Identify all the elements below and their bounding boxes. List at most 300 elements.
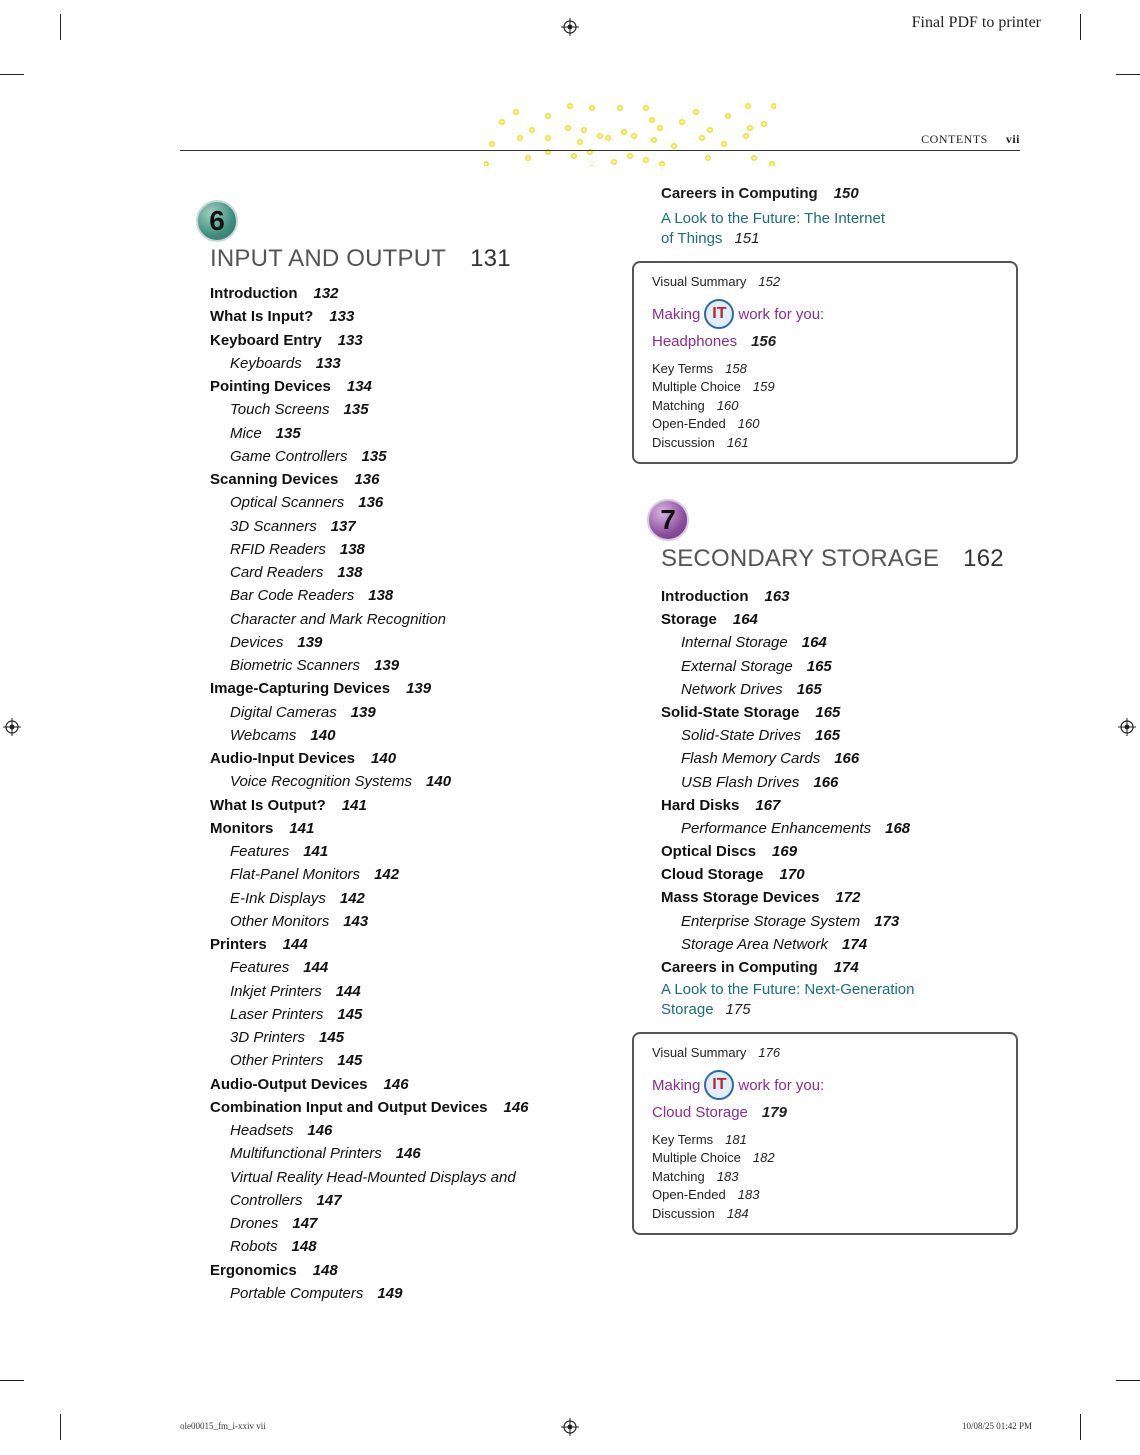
- decorative-dot: [500, 120, 505, 125]
- chapter-6-badge: [196, 200, 238, 242]
- end-entry-page: 182: [752, 1150, 775, 1166]
- toc-entry-page: 144: [282, 936, 308, 953]
- footer-slug: ole00015_fm_i-xxiv vii: [180, 1421, 266, 1431]
- toc-entry-text: Features: [230, 959, 290, 977]
- toc-entry-text: Internal Storage: [681, 634, 788, 652]
- decorative-dots: [484, 102, 776, 166]
- end-of-chapter-entry[interactable]: [652, 434, 775, 452]
- making-it-work-topic[interactable]: [652, 1104, 787, 1121]
- toc-entry-page: 166: [834, 750, 860, 768]
- careers-text: Careers in Computing: [661, 185, 818, 202]
- toc-section-entry[interactable]: [210, 305, 529, 328]
- toc-entry-text: Character and Mark Recognition: [230, 610, 446, 628]
- decorative-dot: [706, 156, 711, 161]
- crop-mark: [60, 1414, 61, 1440]
- toc-subsection-entry[interactable]: [210, 654, 529, 677]
- toc-subsection-entry[interactable]: [210, 724, 529, 747]
- crop-mark: [1116, 74, 1140, 75]
- toc-subsection-entry[interactable]: [210, 1212, 529, 1235]
- end-entry-text: Discussion: [652, 1205, 715, 1221]
- toc-entry-text: Introduction: [661, 588, 749, 605]
- end-of-chapter-entry[interactable]: [652, 1205, 775, 1223]
- toc-entry-page: 148: [312, 1261, 338, 1279]
- chapter-7-toc: [661, 585, 910, 979]
- chapter-page: 162: [963, 545, 1004, 572]
- toc-entry-text: Mass Storage Devices: [661, 889, 820, 907]
- toc-subsection-entry[interactable]: [661, 771, 910, 794]
- decorative-dot: [680, 120, 685, 125]
- end-of-chapter-entry[interactable]: [652, 397, 775, 415]
- toc-subsection-entry[interactable]: [210, 422, 529, 445]
- decorative-dot: [568, 104, 573, 109]
- toc-entry-page: 145: [319, 1029, 345, 1046]
- toc-section-entry[interactable]: [210, 1073, 529, 1096]
- topic-text: Cloud Storage: [652, 1104, 748, 1121]
- decorative-dot: [672, 144, 677, 149]
- toc-entry-page: 173: [874, 912, 900, 930]
- toc-subsection-entry[interactable]: [210, 1282, 529, 1305]
- decorative-dot: [514, 110, 519, 115]
- decorative-dot: [546, 136, 551, 141]
- toc-entry-text: 3D Printers: [230, 1029, 306, 1046]
- toc-entry-page: 139: [406, 680, 432, 698]
- end-entry-text: Open-Ended: [652, 1187, 726, 1203]
- toc-entry-page: 164: [801, 634, 827, 652]
- visual-summary-entry[interactable]: [652, 1045, 780, 1060]
- chapter-number: 6: [209, 205, 225, 236]
- decorative-dot: [484, 162, 488, 166]
- end-of-chapter-list: [652, 360, 775, 452]
- crop-mark: [0, 1380, 24, 1381]
- crop-mark: [1080, 14, 1081, 40]
- end-of-chapter-entry[interactable]: [652, 1131, 775, 1149]
- toc-entry-page: 132: [313, 285, 339, 302]
- toc-section-entry[interactable]: [661, 863, 910, 886]
- toc-entry-text: Devices: [230, 633, 284, 651]
- decorative-dot: [644, 106, 649, 111]
- toc-entry-page: 165: [796, 680, 822, 698]
- end-of-chapter-entry[interactable]: [652, 415, 775, 433]
- toc-subsection-entry[interactable]: [210, 770, 529, 793]
- it-logo-icon: IT: [704, 299, 734, 329]
- toc-subsection-entry[interactable]: [210, 887, 529, 910]
- toc-entry-text: Hard Disks: [661, 796, 740, 814]
- toc-section-entry[interactable]: [210, 677, 529, 700]
- toc-section-entry[interactable]: [210, 375, 529, 398]
- toc-entry-text: Card Readers: [230, 564, 324, 581]
- toc-entry-page: 148: [291, 1238, 317, 1256]
- future-line-2: Storage: [661, 1001, 714, 1018]
- end-entry-page: 161: [726, 434, 749, 450]
- end-entry-page: 159: [752, 379, 775, 395]
- end-entry-text: Key Terms: [652, 361, 714, 376]
- future-entry[interactable]: [661, 209, 885, 249]
- making-text: Making: [652, 1076, 701, 1094]
- toc-entry-page: 167: [755, 796, 781, 814]
- toc-entry-text: Biometric Scanners: [230, 657, 361, 674]
- toc-subsection-entry[interactable]: [210, 1189, 529, 1212]
- toc-entry-text: RFID Readers: [230, 540, 326, 558]
- chapter-6-summary-box: [632, 261, 1018, 464]
- toc-entry-text: Printers: [210, 936, 267, 953]
- toc-subsection-entry[interactable]: [661, 655, 910, 678]
- toc-entry-page: 136: [358, 494, 384, 512]
- toc-entry-page: 135: [361, 447, 387, 465]
- toc-entry-text: Audio-Input Devices: [210, 750, 356, 767]
- toc-entry-page: 174: [833, 959, 859, 976]
- end-entry-text: Matching: [652, 1168, 705, 1184]
- end-of-chapter-entry[interactable]: [652, 1186, 775, 1204]
- toc-subsection-entry[interactable]: [210, 956, 529, 979]
- chapter-7-summary-box: [632, 1032, 1018, 1235]
- toc-entry-page: 168: [885, 819, 911, 837]
- chapter-title-text: SECONDARY STORAGE: [661, 545, 940, 572]
- toc-entry-page: 174: [842, 935, 868, 953]
- toc-entry-text: Bar Code Readers: [230, 587, 355, 605]
- toc-entry-page: 165: [815, 703, 841, 721]
- decorative-dot: [726, 114, 731, 119]
- toc-entry-page: 142: [339, 889, 365, 907]
- it-logo-icon: IT: [704, 1070, 734, 1100]
- registration-mark-icon: [3, 718, 21, 736]
- registration-mark-icon: [1118, 718, 1136, 736]
- decorative-dot: [572, 154, 577, 159]
- toc-subsection-entry[interactable]: [210, 491, 529, 514]
- toc-entry-page: 170: [779, 866, 805, 884]
- toc-subsection-entry[interactable]: [210, 352, 529, 375]
- toc-entry-text: Virtual Reality Head-Mounted Displays and: [230, 1168, 516, 1186]
- toc-entry-text: Flash Memory Cards: [681, 750, 821, 768]
- toc-subsection-entry[interactable]: [210, 1003, 529, 1026]
- toc-subsection-entry[interactable]: [210, 1049, 529, 1072]
- decorative-dot: [518, 136, 523, 141]
- toc-subsection-entry[interactable]: [210, 910, 529, 933]
- end-entry-text: Multiple Choice: [652, 379, 741, 395]
- toc-entry-text: Enterprise Storage System: [681, 912, 861, 930]
- toc-entry-text: Solid-State Storage: [661, 703, 800, 721]
- toc-entry-text: Game Controllers: [230, 447, 348, 465]
- end-entry-page: 160: [716, 397, 739, 413]
- decorative-dot: [772, 104, 776, 109]
- toc-entry-text: Other Printers: [230, 1052, 324, 1070]
- toc-entry-text: What Is Input?: [210, 308, 314, 326]
- toc-entry-text: Other Monitors: [230, 912, 330, 930]
- toc-entry-text: Multifunctional Printers: [230, 1145, 382, 1163]
- toc-subsection-entry[interactable]: [210, 445, 529, 468]
- toc-subsection-entry[interactable]: [210, 398, 529, 421]
- decorative-dot: [622, 130, 627, 135]
- toc-entry-text: Webcams: [230, 726, 297, 744]
- work-for-you-text: work for you:: [738, 305, 825, 323]
- toc-entry-page: 172: [835, 889, 861, 907]
- toc-entry-page: 143: [343, 912, 369, 930]
- toc-entry-page: 149: [377, 1284, 403, 1302]
- toc-subsection-entry[interactable]: [210, 538, 529, 561]
- toc-entry-text: Pointing Devices: [210, 378, 331, 395]
- toc-entry-text: Network Drives: [681, 680, 783, 698]
- toc-subsection-entry[interactable]: [661, 678, 910, 701]
- toc-entry-text: Voice Recognition Systems: [230, 773, 413, 791]
- toc-section-entry[interactable]: [210, 1259, 529, 1282]
- toc-section-entry[interactable]: [210, 1096, 529, 1119]
- decorative-dot: [546, 114, 551, 119]
- toc-section-entry[interactable]: [210, 817, 529, 840]
- work-for-you-text: work for you:: [738, 1076, 825, 1094]
- toc-subsection-entry[interactable]: [210, 701, 529, 724]
- toc-entry-page: 163: [764, 588, 790, 605]
- toc-subsection-entry[interactable]: [210, 863, 529, 886]
- toc-subsection-entry[interactable]: [210, 1166, 529, 1189]
- decorative-dot: [644, 158, 649, 163]
- toc-subsection-entry[interactable]: [210, 561, 529, 584]
- toc-entry-text: Optical Discs: [661, 843, 757, 861]
- decorative-dot: [606, 136, 611, 141]
- toc-entry-page: 139: [374, 657, 400, 674]
- chapter-number: 7: [660, 504, 676, 535]
- toc-entry-text: USB Flash Drives: [681, 773, 800, 791]
- toc-entry-text: Ergonomics: [210, 1261, 297, 1279]
- end-entry-text: Open-Ended: [652, 416, 726, 432]
- toc-entry-text: Touch Screens: [230, 401, 330, 419]
- decorative-dot: [694, 110, 699, 115]
- toc-section-entry[interactable]: [661, 701, 910, 724]
- toc-section-entry[interactable]: [661, 585, 910, 608]
- toc-subsection-entry[interactable]: [661, 747, 910, 770]
- decorative-dot: [582, 128, 587, 133]
- toc-entry-page: 134: [346, 378, 372, 395]
- toc-section-entry[interactable]: [210, 468, 529, 491]
- end-entry-text: Multiple Choice: [652, 1150, 741, 1166]
- end-entry-page: 158: [725, 361, 747, 376]
- end-entry-page: 184: [726, 1205, 749, 1221]
- chapter-page: 131: [470, 245, 511, 272]
- future-page: 151: [734, 230, 760, 247]
- toc-entry-page: 146: [395, 1145, 421, 1163]
- decorative-dot: [722, 142, 727, 147]
- toc-subsection-entry[interactable]: [210, 631, 529, 654]
- future-entry[interactable]: [661, 980, 914, 1020]
- toc-entry-text: Performance Enhancements: [681, 819, 872, 837]
- decorative-dot: [652, 138, 657, 143]
- toc-entry-page: 147: [316, 1191, 342, 1209]
- toc-entry-text: Optical Scanners: [230, 494, 345, 512]
- visual-summary-entry[interactable]: [652, 274, 780, 289]
- end-of-chapter-entry[interactable]: [652, 1149, 775, 1167]
- decorative-dot: [650, 118, 655, 123]
- toc-section-entry[interactable]: [661, 956, 910, 979]
- toc-subsection-entry[interactable]: [661, 724, 910, 747]
- decorative-dot: [762, 122, 767, 127]
- toc-section-entry[interactable]: [210, 794, 529, 817]
- decorative-dot: [752, 156, 757, 161]
- end-of-chapter-list: [652, 1131, 775, 1223]
- running-head: [921, 132, 1020, 147]
- toc-subsection-entry[interactable]: [210, 980, 529, 1003]
- making-text: Making: [652, 305, 701, 323]
- decorative-dot: [744, 134, 749, 139]
- visual-summary-page: 152: [758, 274, 781, 289]
- toc-subsection-entry[interactable]: [661, 910, 910, 933]
- toc-subsection-entry[interactable]: [210, 840, 529, 863]
- end-of-chapter-entry[interactable]: [652, 378, 775, 396]
- toc-section-entry[interactable]: [661, 794, 910, 817]
- visual-summary-text: Visual Summary: [652, 274, 747, 289]
- end-of-chapter-entry[interactable]: [652, 360, 775, 378]
- decorative-dot: [566, 126, 571, 131]
- making-it-work-heading: [652, 1070, 824, 1100]
- toc-subsection-entry[interactable]: [661, 933, 910, 956]
- decorative-dot: [578, 140, 583, 145]
- visual-summary-page: 176: [758, 1045, 781, 1060]
- toc-subsection-entry[interactable]: [661, 817, 910, 840]
- toc-subsection-entry[interactable]: [210, 1119, 529, 1142]
- toc-entry-page: 136: [354, 471, 380, 488]
- printer-note: Final PDF to printer: [911, 14, 1041, 31]
- toc-section-entry[interactable]: [661, 886, 910, 909]
- toc-entry-page: 144: [335, 982, 361, 1000]
- toc-entry-page: 145: [337, 1052, 363, 1070]
- toc-subsection-entry[interactable]: [210, 584, 529, 607]
- toc-section-entry[interactable]: [210, 329, 529, 352]
- chapter-7-title[interactable]: [661, 545, 1004, 573]
- toc-entry-text: Controllers: [230, 1191, 303, 1209]
- header-rule: [180, 150, 1020, 151]
- toc-entry-text: Image-Capturing Devices: [210, 680, 391, 698]
- toc-entry-text: Portable Computers: [230, 1284, 364, 1302]
- toc-entry-text: Laser Printers: [230, 1005, 324, 1023]
- toc-entry-text: Scanning Devices: [210, 471, 339, 488]
- toc-entry-page: 135: [275, 424, 301, 442]
- toc-entry-text: Digital Cameras: [230, 703, 337, 721]
- visual-summary-text: Visual Summary: [652, 1045, 747, 1060]
- toc-entry-page: 145: [337, 1005, 363, 1023]
- toc-entry-text: Careers in Computing: [661, 959, 818, 976]
- toc-subsection-entry[interactable]: [210, 1235, 529, 1258]
- toc-section-entry[interactable]: [210, 282, 529, 305]
- topic-text: Headphones: [652, 333, 738, 350]
- toc-entry-page: 147: [292, 1215, 318, 1232]
- end-entry-text: Key Terms: [652, 1132, 714, 1147]
- future-page: 175: [725, 1001, 751, 1018]
- toc-entry-page: 169: [772, 843, 798, 861]
- toc-entry-page: 133: [315, 354, 341, 372]
- toc-entry-text: Storage: [661, 611, 717, 629]
- chapter-6-toc: [210, 282, 529, 1305]
- toc-entry-page: 165: [806, 657, 832, 675]
- toc-entry-page: 164: [732, 611, 758, 629]
- future-line-1: A Look to the Future: Next-Generation: [661, 981, 915, 998]
- toc-section-entry[interactable]: [661, 840, 910, 863]
- toc-entry-text: Mice: [230, 424, 262, 442]
- toc-section-entry[interactable]: [210, 747, 529, 770]
- toc-entry-page: 138: [368, 587, 394, 605]
- toc-subsection-entry[interactable]: [210, 1026, 529, 1049]
- toc-entry-text: External Storage: [681, 657, 793, 675]
- registration-mark-icon: [561, 1418, 579, 1436]
- toc-entry-page: 146: [307, 1122, 333, 1139]
- toc-entry-text: Drones: [230, 1215, 279, 1232]
- toc-entry-page: 165: [815, 727, 841, 745]
- toc-entry-text: What Is Output?: [210, 796, 326, 814]
- toc-entry-text: Monitors: [210, 819, 274, 837]
- chapter-title-text: INPUT AND OUTPUT: [210, 245, 447, 272]
- decorative-dot: [660, 162, 665, 166]
- toc-entry-text: Headsets: [230, 1122, 294, 1139]
- toc-entry-text: Flat-Panel Monitors: [230, 866, 361, 884]
- toc-entry-page: 133: [329, 308, 355, 326]
- toc-entry-text: Keyboard Entry: [210, 331, 322, 349]
- decorative-dot: [618, 106, 623, 111]
- crop-mark: [60, 14, 61, 40]
- toc-entry-page: 140: [371, 750, 397, 767]
- toc-entry-text: Robots: [230, 1238, 278, 1256]
- toc-entry-text: Storage Area Network: [681, 935, 829, 953]
- registration-mark-icon: [561, 18, 579, 36]
- end-entry-page: 183: [716, 1168, 739, 1184]
- making-it-work-topic[interactable]: [652, 333, 776, 350]
- toc-entry-page: 137: [330, 517, 356, 535]
- toc-entry-page: 146: [503, 1098, 529, 1116]
- toc-subsection-entry[interactable]: [210, 515, 529, 538]
- end-entry-text: Matching: [652, 397, 705, 413]
- decorative-dot: [598, 134, 603, 139]
- toc-section-entry[interactable]: [661, 608, 910, 631]
- decorative-dot: [612, 160, 617, 165]
- toc-subsection-entry[interactable]: [210, 1142, 529, 1165]
- footer-timestamp: 10/08/25 01:42 PM: [961, 1421, 1032, 1431]
- end-entry-page: 160: [737, 416, 760, 432]
- topic-page: 156: [751, 333, 777, 350]
- crop-mark: [0, 74, 24, 75]
- toc-entry-text: Solid-State Drives: [681, 727, 802, 745]
- careers-page: 150: [833, 185, 859, 202]
- decorative-dot: [628, 154, 633, 159]
- decorative-dot: [658, 126, 663, 131]
- decorative-dot: [632, 134, 637, 139]
- end-of-chapter-entry[interactable]: [652, 1168, 775, 1186]
- toc-entry-page: 142: [374, 866, 400, 884]
- toc-entry-page: 141: [289, 819, 315, 837]
- toc-entry-page: 146: [383, 1075, 409, 1093]
- decorative-dot: [530, 128, 535, 133]
- crop-mark: [1116, 1380, 1140, 1381]
- toc-entry-page: 140: [310, 726, 336, 744]
- toc-entry-page: 139: [297, 633, 323, 651]
- end-entry-text: Discussion: [652, 434, 715, 450]
- decorative-dot: [590, 106, 595, 111]
- toc-entry-page: 138: [337, 564, 363, 581]
- running-head-label: CONTENTS: [921, 132, 988, 146]
- toc-entry-text: E-Ink Displays: [230, 889, 326, 907]
- toc-entry-text: Features: [230, 843, 290, 860]
- toc-section-entry[interactable]: [210, 933, 529, 956]
- toc-entry-text: Keyboards: [230, 354, 302, 372]
- toc-entry-page: 133: [337, 331, 363, 349]
- toc-subsection-entry[interactable]: [661, 631, 910, 654]
- toc-entry-text: Inkjet Printers: [230, 982, 322, 1000]
- toc-entry-page: 135: [343, 401, 369, 419]
- careers-entry[interactable]: [661, 185, 859, 202]
- decorative-dot: [746, 104, 751, 109]
- crop-mark: [1080, 1414, 1081, 1440]
- chapter-6-title[interactable]: [210, 245, 511, 273]
- toc-entry-page: 144: [303, 959, 329, 977]
- toc-subsection-entry[interactable]: [210, 608, 529, 631]
- future-line-1: A Look to the Future: The Internet: [661, 210, 886, 227]
- future-line-2: of Things: [661, 230, 723, 247]
- toc-entry-page: 141: [341, 796, 367, 814]
- toc-entry-page: 139: [350, 703, 376, 721]
